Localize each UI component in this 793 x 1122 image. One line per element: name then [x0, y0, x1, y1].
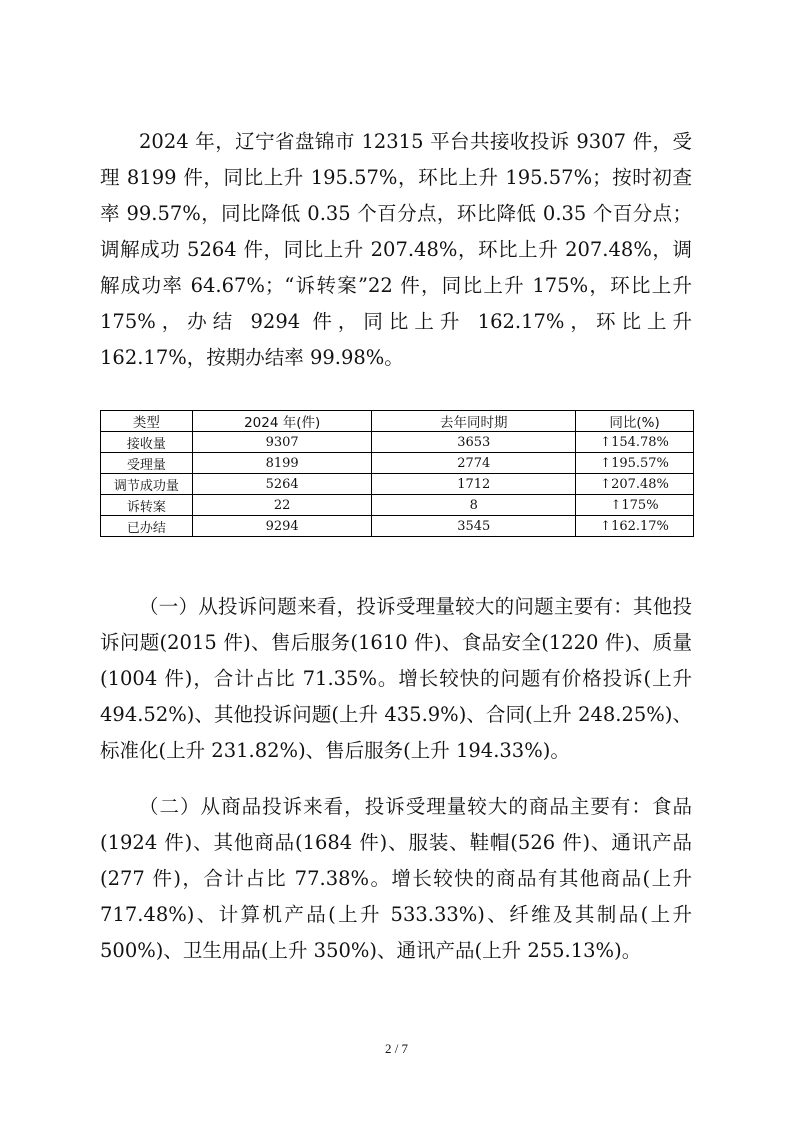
row-label: 已办结 [101, 516, 193, 537]
cell-yoy: ↑195.57% [576, 453, 694, 474]
cell-last-year: 1712 [372, 474, 576, 495]
table-row [101, 432, 694, 453]
cell-last-year: 3653 [372, 432, 576, 453]
table-row [101, 453, 694, 474]
row-label: 受理量 [101, 453, 193, 474]
table-row [101, 516, 694, 537]
summary-paragraph: 2024 年，辽宁省盘锦市 12315 平台共接收投诉 9307 件，受理 8199 件，同比上升 195.57%，环比上升 195.57%；按时初查率 99.57%，同比降低 0.35 个百分点，环比降低 0.35 个百分点；调解成功 5264 件，同比上升 207.48%，环比上升 207.48%，调解成功率 64.67%；“诉转案”22 件，同比上升 175%，环比上升 175%，办结 9294 件，同比上升 162.17%，环比上升 162.17%，按期办结率 99.98%。 [100, 130, 692, 369]
table-row [101, 495, 694, 516]
page-number: 2 / 7 [384, 1041, 409, 1056]
cell-yoy: ↑175% [576, 495, 694, 516]
cell-2024: 8199 [192, 453, 372, 474]
row-label: 诉转案 [101, 495, 193, 516]
header-type: 类型 [101, 411, 193, 432]
header-last-year: 去年同时期 [372, 411, 576, 432]
cell-2024: 9294 [192, 516, 372, 537]
cell-last-year: 3545 [372, 516, 576, 537]
cell-2024: 9307 [192, 432, 372, 453]
table-row [101, 474, 694, 495]
cell-2024: 5264 [192, 474, 372, 495]
complaint-issues-paragraph: （一）从投诉问题来看，投诉受理量较大的问题主要有：其他投诉问题(2015 件)、售后服务(1610 件)、食品安全(1220 件)、质量(1004 件)，合计占比 71.35%。增长较快的问题有价格投诉(上升 494.52%)、其他投诉问题(上升 435.9%)、合同(上升 248.25%)、标准化(上升 231.82%)、售后服务(上升 194.33%)。 [100, 595, 692, 762]
complaint-stats-table [100, 410, 694, 537]
header-2024: 2024 年(件) [192, 411, 372, 432]
table-header-row [101, 411, 694, 432]
header-yoy: 同比(%) [576, 411, 694, 432]
cell-last-year: 8 [372, 495, 576, 516]
cell-yoy: ↑154.78% [576, 432, 694, 453]
product-complaints-paragraph: （二）从商品投诉来看，投诉受理量较大的商品主要有：食品(1924 件)、其他商品(1684 件)、服装、鞋帽(526 件)、通讯产品(277 件)，合计占比 77.38%。增长较快的商品有其他商品(上升 717.48%)、计算机产品(上升 533.33%)、纤维及其制品(上升 500%)、卫生用品(上升 350%)、通讯产品(上升 255.13%)。 [100, 795, 692, 962]
row-label: 接收量 [101, 432, 193, 453]
cell-2024: 22 [192, 495, 372, 516]
cell-yoy: ↑207.48% [576, 474, 694, 495]
cell-last-year: 2774 [372, 453, 576, 474]
cell-yoy: ↑162.17% [576, 516, 694, 537]
row-label: 调节成功量 [101, 474, 193, 495]
